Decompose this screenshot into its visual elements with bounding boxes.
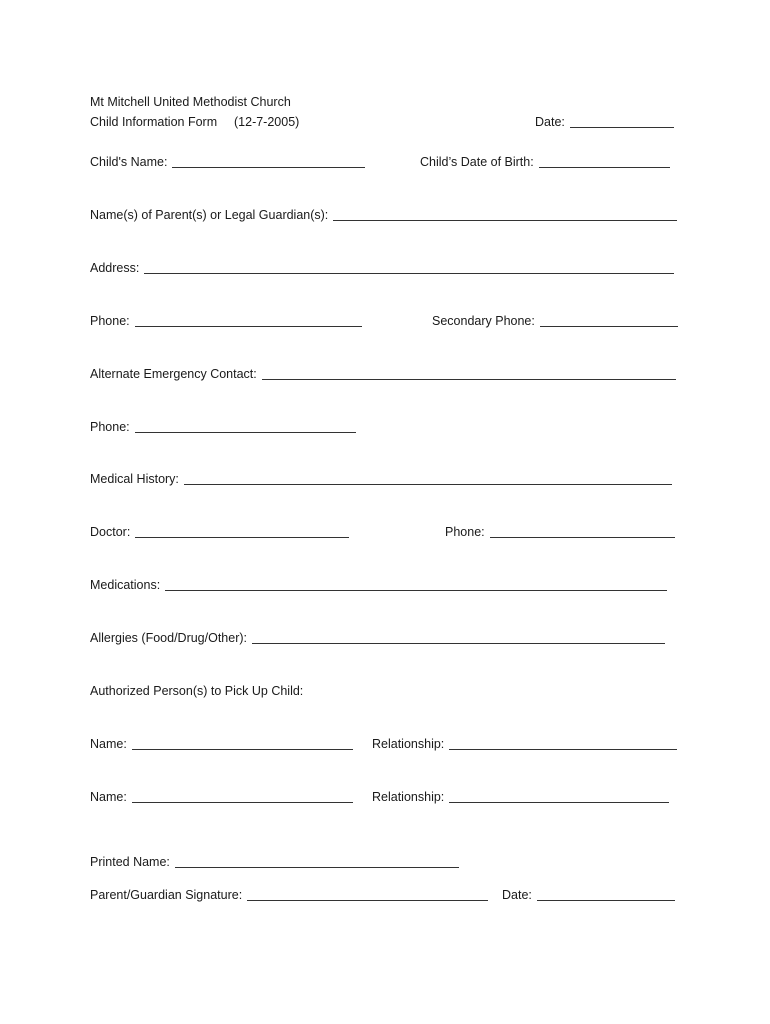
auth1-relationship-field[interactable] xyxy=(372,735,677,753)
auth2-name-line[interactable] xyxy=(132,789,353,803)
header-date-label: Date: xyxy=(535,115,565,129)
parents-label: Name(s) of Parent(s) or Legal Guardian(s): xyxy=(90,208,329,222)
address-row xyxy=(90,259,680,277)
child-name-line[interactable] xyxy=(172,154,365,168)
header-row-2 xyxy=(90,113,680,131)
child-dob-label: Child’s Date of Birth: xyxy=(420,155,534,169)
parents-line[interactable] xyxy=(333,207,677,221)
alt-emergency-field[interactable] xyxy=(90,365,676,383)
printed-name-line[interactable] xyxy=(175,854,459,868)
address-field[interactable] xyxy=(90,259,674,277)
allergies-row xyxy=(90,629,680,647)
alt-emergency-line[interactable] xyxy=(262,366,676,380)
church-name: Mt Mitchell United Methodist Church xyxy=(90,95,291,109)
phone-line[interactable] xyxy=(135,313,362,327)
alt-phone-row xyxy=(90,418,680,436)
medical-history-field[interactable] xyxy=(90,470,672,488)
parents-field[interactable] xyxy=(90,206,677,224)
signature-row xyxy=(90,886,680,904)
signature-field[interactable] xyxy=(90,886,488,904)
doctor-phone-line[interactable] xyxy=(490,524,675,538)
auth2-relationship-label: Relationship: xyxy=(372,790,445,804)
child-row xyxy=(90,153,680,171)
doctor-label: Doctor: xyxy=(90,525,131,539)
printed-name-field[interactable] xyxy=(90,853,459,871)
medications-label: Medications: xyxy=(90,578,161,592)
authorized-row-1 xyxy=(90,735,680,753)
phone-label: Phone: xyxy=(90,314,130,328)
signature-date-line[interactable] xyxy=(537,887,675,901)
auth2-name-label: Name: xyxy=(90,790,127,804)
printed-name-label: Printed Name: xyxy=(90,855,170,869)
medical-history-row xyxy=(90,470,680,488)
secondary-phone-field[interactable] xyxy=(432,312,678,330)
medications-line[interactable] xyxy=(165,577,667,591)
authorized-row-2 xyxy=(90,788,680,806)
auth1-name-field[interactable] xyxy=(90,735,353,753)
auth1-name-line[interactable] xyxy=(132,736,353,750)
allergies-line[interactable] xyxy=(252,630,665,644)
secondary-phone-label: Secondary Phone: xyxy=(432,314,535,328)
header-row-1 xyxy=(90,93,680,111)
authorized-heading-row xyxy=(90,682,680,700)
address-label: Address: xyxy=(90,261,140,275)
doctor-phone-label: Phone: xyxy=(445,525,485,539)
auth1-name-label: Name: xyxy=(90,737,127,751)
alt-phone-line[interactable] xyxy=(135,419,356,433)
child-name-field[interactable] xyxy=(90,153,365,171)
form-title: Child Information Form xyxy=(90,115,218,129)
form-date: (12-7-2005) xyxy=(234,115,300,129)
printed-name-row xyxy=(90,853,680,871)
doctor-line[interactable] xyxy=(135,524,349,538)
phone-field[interactable] xyxy=(90,312,362,330)
auth1-relationship-line[interactable] xyxy=(449,736,677,750)
parents-row xyxy=(90,206,680,224)
signature-label: Parent/Guardian Signature: xyxy=(90,888,243,902)
medications-row xyxy=(90,576,680,594)
child-dob-line[interactable] xyxy=(539,154,670,168)
allergies-label: Allergies (Food/Drug/Other): xyxy=(90,631,248,645)
child-dob-field[interactable] xyxy=(420,153,670,171)
doctor-phone-field[interactable] xyxy=(445,523,675,541)
medical-history-line[interactable] xyxy=(184,471,672,485)
auth1-relationship-label: Relationship: xyxy=(372,737,445,751)
address-line[interactable] xyxy=(144,260,674,274)
medical-history-label: Medical History: xyxy=(90,472,179,486)
signature-date-field[interactable] xyxy=(502,886,675,904)
allergies-field[interactable] xyxy=(90,629,665,647)
signature-date-label: Date: xyxy=(502,888,532,902)
child-name-label: Child's Name: xyxy=(90,155,168,169)
doctor-row xyxy=(90,523,680,541)
auth2-relationship-field[interactable] xyxy=(372,788,669,806)
medications-field[interactable] xyxy=(90,576,667,594)
alt-phone-field[interactable] xyxy=(90,418,356,436)
alt-emergency-label: Alternate Emergency Contact: xyxy=(90,367,257,381)
signature-line[interactable] xyxy=(247,887,488,901)
authorized-heading: Authorized Person(s) to Pick Up Child: xyxy=(90,684,304,698)
alt-emergency-row xyxy=(90,365,680,383)
doctor-field[interactable] xyxy=(90,523,349,541)
phone-row xyxy=(90,312,680,330)
auth2-relationship-line[interactable] xyxy=(449,789,669,803)
header-date-line[interactable] xyxy=(570,114,674,128)
secondary-phone-line[interactable] xyxy=(540,313,678,327)
auth2-name-field[interactable] xyxy=(90,788,353,806)
alt-phone-label: Phone: xyxy=(90,420,130,434)
header-date-field[interactable] xyxy=(535,113,674,131)
